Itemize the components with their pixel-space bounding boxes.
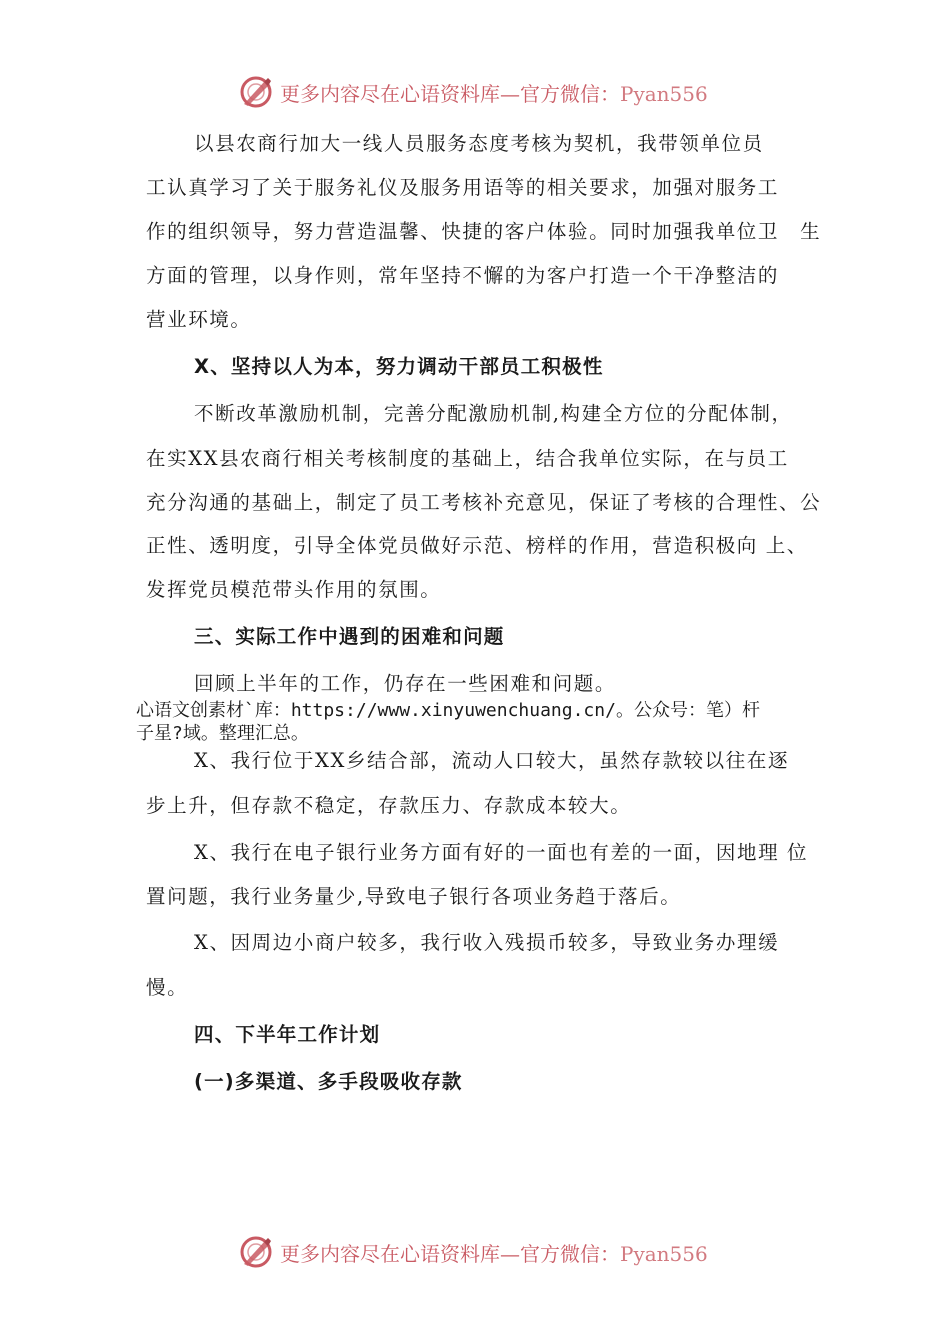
watermark-caption: 更多内容尽在心语资料库—官方微信： [280,1241,620,1266]
section-heading: 四、下半年工作计划 [194,1023,381,1046]
paragraph-line: 方面的管理，以身作则，常年坚持不懈的为客户打造一个干净整洁的 [146,264,780,287]
watermark-wechat-id: Pyan556 [620,1241,708,1266]
watermark-wechat-id: Pyan556 [620,81,708,106]
source-note-line: 心语文创素材`库：https://www.xinyuwenchuang.cn/。公众号：笔）杆 [136,700,760,721]
paragraph-line: 步上升，但存款不稳定，存款压力、存款成本较大。 [146,794,632,817]
pen-circle-logo-icon [238,1234,274,1270]
paragraph-line: 不断改革激励机制，完善分配激励机制,构建全方位的分配体制， [194,402,793,425]
paragraph-line: 置问题，我行业务量少,导致电子银行各项业务趋于落后。 [146,885,682,908]
section-heading: 三、实际工作中遇到的困难和问题 [194,625,505,648]
paragraph-line: X、我行位于XX乡结合部，流动人口较大，虽然存款较以往在逐 [194,749,790,772]
watermark-caption: 更多内容尽在心语资料库—官方微信： [280,81,620,106]
paragraph-line: X、因周边小商户较多，我行收入残损币较多，导致业务办理缓 [194,931,780,954]
watermark-footer [238,1232,708,1272]
paragraph-line: 营业环境。 [146,308,252,331]
paragraph-line: 在实XX县农商行相关考核制度的基础上，结合我单位实际，在与员工 [146,447,789,470]
section-heading: X、坚持以人为本，努力调动干部员工积极性 [194,355,604,378]
watermark-text [280,1238,708,1267]
paragraph-line: 作的组织领导，努力营造温馨、快捷的客户体验。同时加强我单位卫 生 [146,220,822,243]
paragraph-line: X、我行在电子银行业务方面有好的一面也有差的一面，因地理 位 [194,841,809,864]
paragraph-line: 充分沟通的基础上，制定了员工考核补充意见，保证了考核的合理性、公 [146,491,822,514]
paragraph-line: 以县农商行加大一线人员服务态度考核为契机，我带领单位员 [194,132,764,155]
subsection-heading: (一)多渠道、多手段吸收存款 [194,1070,463,1093]
paragraph-line: 工认真学习了关于服务礼仪及服务用语等的相关要求，加强对服务工 [146,176,780,199]
paragraph-line: 正性、透明度，引导全体党员做好示范、榜样的作用，营造积极向 上、 [146,534,808,557]
paragraph-line: 慢。 [146,976,189,999]
source-note-line: 子星?域。整理汇总。 [136,723,309,744]
paragraph-line: 回顾上半年的工作，仍存在一些困难和问题。 [194,672,617,695]
paragraph-line: 发挥党员模范带头作用的氛围。 [146,578,442,601]
